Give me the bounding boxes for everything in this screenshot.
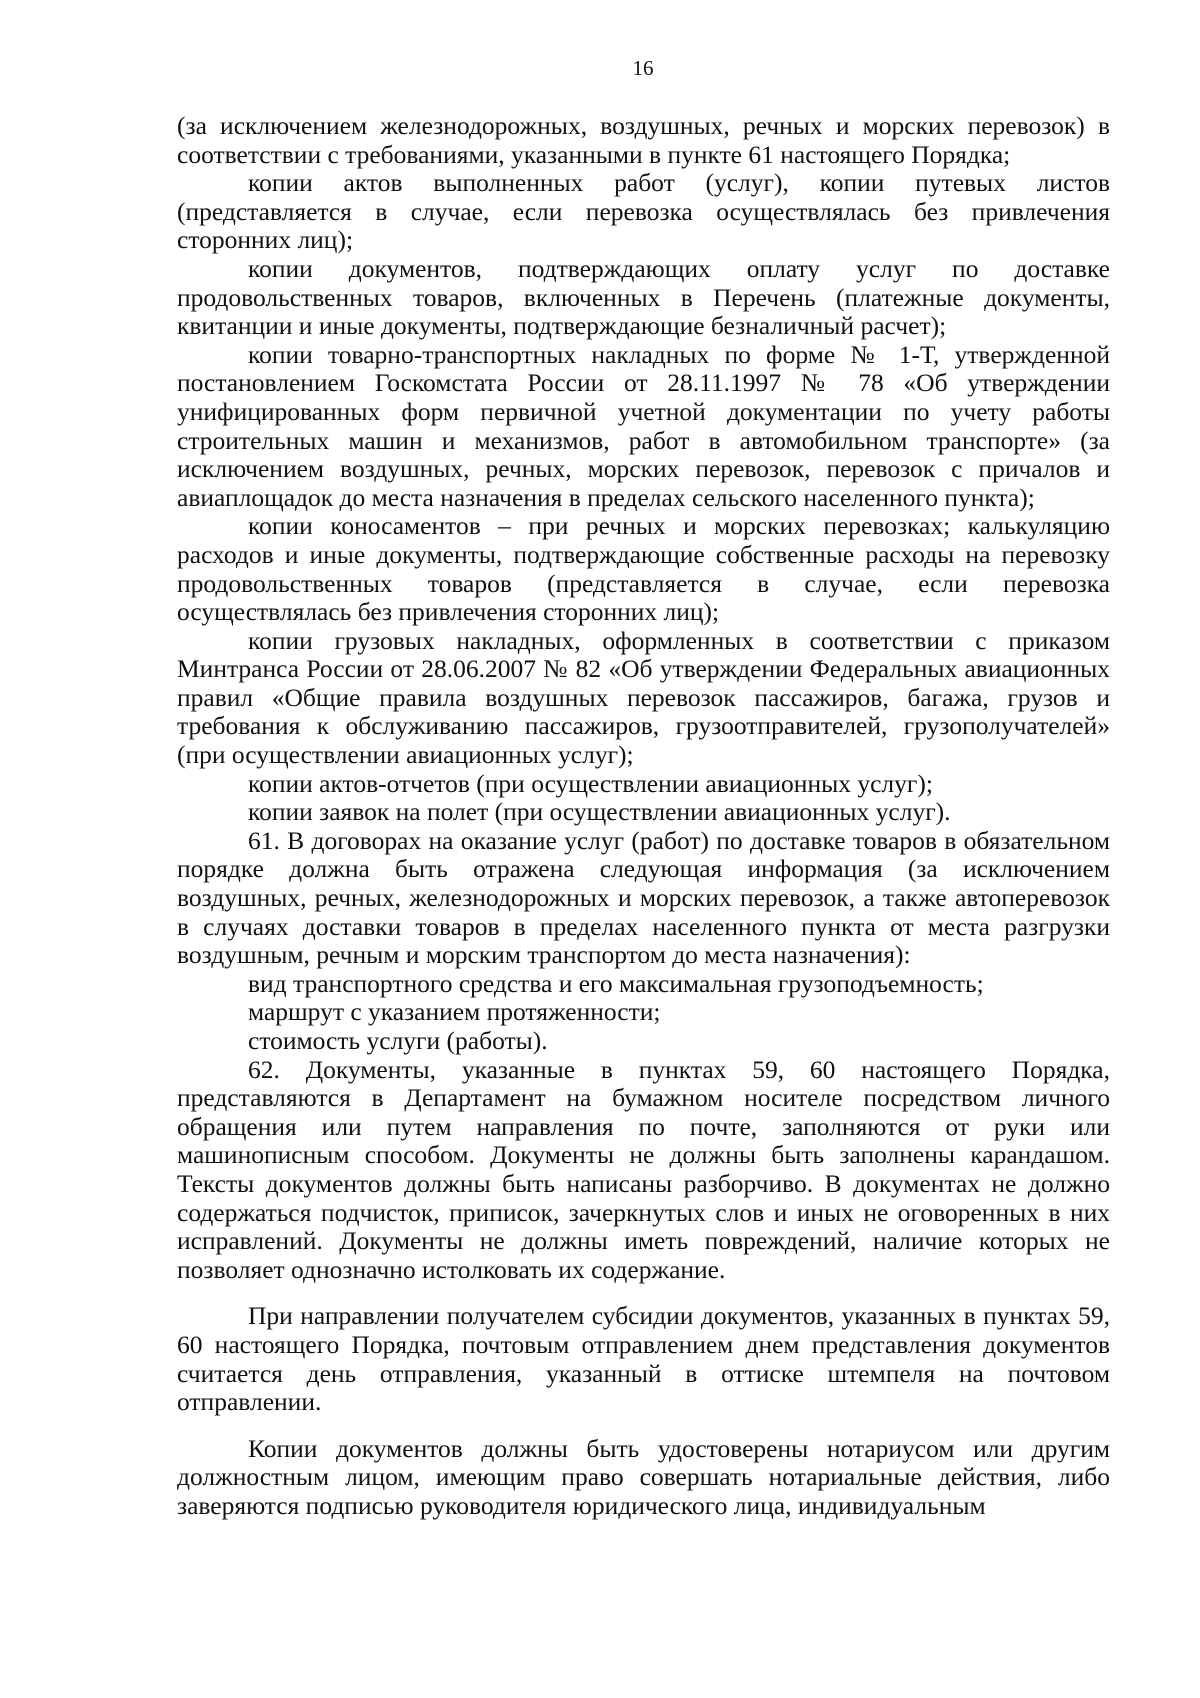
paragraph-flight-requests: копии заявок на полет (при осуществлении авиационных услуг). bbox=[248, 797, 951, 827]
paragraph-work-acts: копии актов выполненных работ (услуг), копии путевых листов (представляется в случае, если перевозка осуществлялась без привлечения сторонних лиц); bbox=[177, 168, 1110, 255]
paragraph-continuation: (за исключением железнодорожных, воздушных, речных и морских перевозок) в соответствии с требованиями, указанными в пункте 61 настоящего Порядка; bbox=[177, 111, 1110, 169]
paragraph-postal-submission: При направлении получателем субсидии документов, указанных в пунктах 59, 60 настоящего Порядка, почтовым отправлением днем представления документов считается день отправления, указанный в оттиске штемпеля на почтовом отправлении. bbox=[177, 1301, 1110, 1417]
paragraph-cargo-waybills: копии грузовых накладных, оформленных в соответствии с приказом Минтранса России от 28.06.2007 № 82 «Об утверждении Федеральных авиационных правил «Общие правила воздушных перевозок пассажиров, багажа, грузов и требования к обслуживанию пассажиров, грузоотправителей, грузополучателей» (при осуществлении авиационных услуг); bbox=[177, 625, 1110, 770]
paragraph-vehicle-type: вид транспортного средства и его максимальная грузоподъемность; bbox=[248, 968, 984, 998]
paragraph-payment-docs: копии документов, подтверждающих оплату услуг по доставке продовольственных товаров, включенных в Перечень (платежные документы, квитанции и иные документы, подтверждающие безналичный расчет); bbox=[177, 253, 1110, 341]
paragraph-certified-copies: Копии документов должны быть удостоверены нотариусом или другим должностным лицом, имеющим право совершать нотариальные действия, либо заверяются подписью руководителя юридического лица, индивидуальным bbox=[177, 1433, 1110, 1520]
paragraph-cost: стоимость услуги (работы). bbox=[248, 1026, 548, 1055]
paragraph-bills-of-lading: копии коносаментов – при речных и морских перевозках; калькуляцию расходов и иные документы, подтверждающие собственные расходы на перевозку продовольственных товаров (представляется в случае, если перевозка осуществлялась без привлечения сторонних лиц); bbox=[177, 511, 1110, 627]
paragraph-route: маршрут с указанием протяженности; bbox=[248, 997, 661, 1027]
paragraph-item-61: 61. В договорах на оказание услуг (работ) по доставке товаров в обязательном порядке должна быть отражена следующая информация (за исключением воздушных, речных, железнодорожных и морских перевозок, а также автоперевозок в случаях доставки товаров в пределах населенного пункта от места разгрузки воздушным, речным и морским транспортом до места назначения): bbox=[177, 825, 1110, 970]
paragraph-act-reports: копии актов-отчетов (при осуществлении авиационных услуг); bbox=[248, 768, 933, 798]
paragraph-waybills: копии товарно-транспортных накладных по форме № 1-Т, утвержденной постановлением Госкомстата России от 28.11.1997 № 78 «Об утверждении унифицированных форм первичной учетной документации по учету работы строительных машин и механизмов, работ в автомобильном транспорте» (за исключением воздушных, речных, морских перевозок, перевозок с причалов и авиаплощадок до места назначения в пределах сельского населенного пункта); bbox=[177, 339, 1110, 512]
document-body bbox=[177, 112, 1110, 1521]
page-number: 16 bbox=[632, 56, 654, 80]
paragraph-item-62: 62. Документы, указанные в пунктах 59, 60 настоящего Порядка, представляются в Департамент на бумажном носителе посредством личного обращения или путем направления по почте, заполняются от руки или машинописным способом. Документы не должны быть заполнены карандашом. Тексты документов должны быть написаны разборчиво. В документах не должно содержаться подчисток, приписок, зачеркнутых слов и иных не оговоренных в них исправлений. Документы не должны иметь повреждений, наличие которых не позволяет однозначно истолковать их содержание. bbox=[177, 1054, 1110, 1284]
